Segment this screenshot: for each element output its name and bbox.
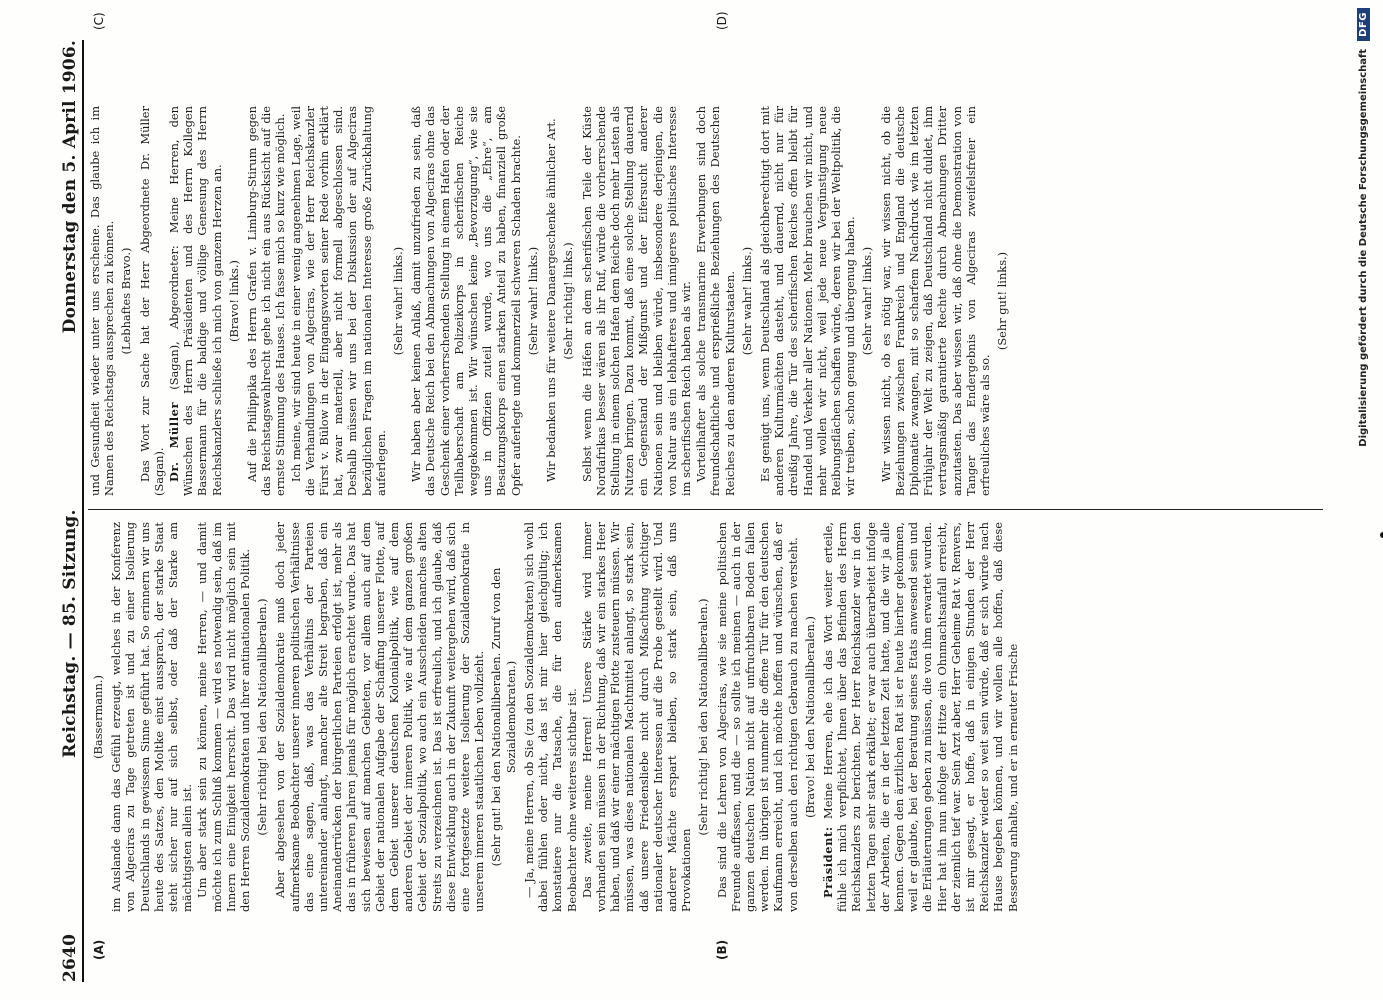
reaction-note: (Lebhaftes Bravo.): [119, 247, 134, 355]
speech-text: Meine Herren, ehe ich das Wort weiter erteile, fühle ich mich verpflichtet, Ihnen über das Befinden des Herrn Reichskanzlers zu berichten. Der Herr Reichskanzler war in den letzten Tagen sehr stark erkältet; er war auch überarbeitet infolge der Arbeiten, die er in der letzten Zeit hatte, und die wir ja alle kennen. Gegen den ärztlichen Rat ist er heute hierher gekommen, weil er glaubte, bei der Beratung seines Etats anwesend sein und die Erläuterungen geben zu müssen, die von ihm erwartet wurden. Hier hat ihn nun infolge der Hitze ein Ohnmachtsanfall erreicht, der ziemlich tief war. Sein Arzt aber, Herr Geheime Rat v. Renvers, ist mir gesagt, er hoffe, daß in einigen Stunden der Herr Reichskanzler wieder so weit sein würde, daß er sich würde nach Hause begeben können, und wir wollen alle hoffen, daß diese Besserung anhalte, und er in erneuter Frische: [820, 522, 1020, 912]
body-paragraph: Es genügt uns, wenn Deutschland als gleichberechtigt dort mit anderen Kulturmächten dasteht, und dauernd, nicht nur für dreißig Jahre, die Tür des scherifischen Reiches offen bleibt für Handel und Verkehr aller Nationen. Mehr brauchen wir nicht, und mehr wollen wir nicht, weil jede neue Vergünstigung neue Reibungsflächen schaffen würde, deren wir bei der Weltpolitik, die wir treiben, schon genug und übergenug haben.: [757, 106, 858, 496]
watermark-text: Digitalisierung gefördert durch die Deutsche Forschungsgemeinschaft: [1357, 48, 1369, 447]
body-paragraph: Ich meine, wir sind heute in einer wenig angenehmen Lage, weil die Verhandlungen von Algeciras, wie der Herr Reichskanzler Fürst v. Bülow in der Eingangsworten seiner Rede vorhin erklärt hat, zwar materiell, aber nicht formell abgeschlossen sind. Deshalb müssen wir uns bei der Diskussion der auf Algeciras bezüglichen Fragen im nationalen Interesse große Zurückhaltung auferlegen.: [288, 106, 388, 496]
body-paragraph: Das Wort zur Sache hat der Herr Abgeordnete Dr. Müller (Sagan).: [137, 106, 166, 496]
reaction-note: (Sehr wahr! links.): [525, 246, 540, 356]
body-paragraph: Wir wissen nicht, ob es nötig war, wir wissen nicht, ob die Beziehungen zwischen Frankreich und England die deutsche Diplomatie zwangen, mit so scharfem Nachdruck wie im letzten Frühjahr der Welt zu zeigen, daß Deutschland nicht duldet, ihm vertragsmäßig garantierte Rechte durch Abmachungen Dritter anzutasten. Das aber wissen wir, daß ohne die Demonstration von Tanger das Endergebnis von Algeciras zweifelsfreier ein erfreuliches wäre als so.: [878, 106, 992, 496]
speaker-name: Dr. Müller: [167, 401, 182, 482]
reaction-note: (Sehr richtig! bei den Nationalliberalen.): [696, 598, 711, 836]
reaction-note: (Sehr gut! bei den Nationalliberalen. Zuruf von den Sozialdemokraten.): [489, 567, 518, 867]
body-paragraph: Auf die Philippika des Herrn Grafen v. Limburg-Stirum gegen das Reichstagswahlrecht gehe ich nicht ein aus Rücksicht auf die ernste Stimmung des Hauses. Ich fasse mich so kurz wie möglich.: [245, 106, 288, 496]
body-paragraph: im Auslande dann das Gefühl erzeugt, welches in der Konferenz von Algeciras zu Tage getreten ist und zu einer Isolierung Deutschlands in gewissem Sinne geführt hat. So erinnern wir uns heute des Satzes, den Moltke einst aussprach, der starke Staat steht sicher nur auf sich selbst, oder daß der Starke am mächtigsten allein ist.: [109, 522, 195, 912]
body-paragraph: — Ja, meine Herren, ob Sie (zu den Sozialdemokraten) sich wohl dabei fühlen oder nicht, das ist mir hier gleichgültig; ich konstatiere nur die Tatsache, die für den aufmerksamen Beobachter ohne weiteres sichtbar ist.: [521, 522, 579, 912]
body-paragraph: Das zweite, meine Herren! Unsere Stärke wird immer vorhanden sein müssen in der Richtung, daß wir ein starkes Heer haben, und daß wir einer mächtigen Flotte zusteuern müssen. Wir müssen, was diese nationalen Machtmittel anlangt, so stark sein, daß unsere Friedensliebe nicht durch Mißachtung wichtiger nationaler deutscher Interessen auf die Probe gestellt wird. Und anderer Mächte erspart bleiben, so stark sein, daß uns Provokationen: [579, 522, 694, 912]
body-paragraph: und Gesundheit wieder unter uns erscheine. Das glaube ich im Namen des Reichstags aussprechen zu können.: [88, 106, 117, 496]
reaction-note: (Bassermann.): [91, 675, 105, 759]
page-title: Reichstag. — 85. Sitzung.: [60, 509, 80, 758]
dfg-logo: DFG: [1357, 8, 1370, 41]
body-paragraph: Selbst wenn die Häfen an dem scherifischen Teile der Küste Nordafrikas besser wären als ihr Ruf, würde die vorherrschende Stellung in einem solchen Hafen dem Reiche doch mehr Lasten als Nutzen bringen. Dazu kommt, daß eine solche Stellung dauernd ein Gegenstand der Mißgunst und der Eifersucht anderer Nationen sein und bleiben würde, insbesondere derjenigen, die von Natur aus ein lebhafteres und innigeres politisches Interesse im scherifischen Reich haben als wir.: [579, 106, 693, 496]
body-paragraph: Wir haben aber keinen Anlaß, damit unzufrieden zu sein, daß das Deutsche Reich bei den Abmachungen von Algeciras ohne das Geschenk einer vorherrschenden Stellung in einem Hafen oder der Teilhaberschaft am Polizeikorps in scherifischen Reiche weggekommen ist. Wir wünschen keine „Bevorzugung“, wie sie uns in Offizien zuteil wurde, wo uns die „Ehre“, am Besatzungskorps einen starken Anteil zu haben, finanziell große Opfer auferlegte und kommerziell schweren Schaden brachte.: [409, 106, 523, 496]
reaction-note: (Bravo! links.): [226, 260, 241, 342]
body-paragraph: Um aber stark sein zu können, meine Herren, — und damit möchte ich zum Schluß kommen — wird es notwendig sein, daß im Innern eine Einigkeit herrscht. Das wird nicht möglich sein mit den Herren Sozialdemokraten und ihrer antinationalen Politik.: [195, 522, 253, 912]
page-header: [52, 40, 80, 982]
speech-text: (Sagan), Abgeordneter: Meine Herren, den Wünschen des Herrn Präsidenten und des Herrn Kollegen Bassermann für die baldige und völlige Genesung des Herrn Reichskanzlers schließe ich mich von ganzem Herzen an.: [167, 106, 224, 496]
column-divider: [88, 509, 1323, 510]
left-column: [88, 522, 1021, 912]
body-paragraph: Vorteilhafter als solche transmarine Erwerbungen sind doch freundschaftliche und ersprießliche Beziehungen des Deutschen Reiches zu den anderen Kulturstaaten.: [694, 106, 737, 496]
margin-marker-d: (D): [715, 11, 729, 30]
speaker-name: Präsident:: [820, 826, 835, 898]
page-number: 2640: [60, 933, 80, 982]
reaction-note: (Bravo! bei den Nationalliberalen.): [802, 616, 817, 818]
body-paragraph: Wir bedanken uns für weitere Danaergeschenke ähnlicher Art.: [544, 118, 559, 482]
reaction-note: (Sehr richtig! links.): [561, 242, 576, 360]
header-rule: [82, 40, 84, 982]
reaction-note: (Sehr richtig! bei den Nationalliberalen.): [255, 598, 270, 836]
body-paragraph: Das sind die Lehren von Algeciras, wie sie meine politischen Freunde auffassen, und die — so sollte ich meinen — auch in der ganzen deutschen Nation nicht auf unfruchtbaren Boden fallen werden. Im übrigen ist nunmehr die offene Tür für den deutschen Kaufmann erreicht, und ich möchte hoffen und wünschen, daß er von derselben auch den richtigen Gebrauch zu machen versteht.: [714, 522, 800, 912]
margin-marker-b: (B): [715, 939, 729, 960]
reaction-note: (Sehr wahr! links.): [739, 246, 754, 356]
speaker-paragraph: [167, 106, 224, 496]
session-date: Donnerstag den 5. April 1906.: [60, 40, 80, 334]
speaker-paragraph: [821, 522, 1020, 912]
margin-marker-c: (C): [92, 12, 106, 30]
right-column: [88, 106, 1013, 496]
body-paragraph: Aber abgesehen von der Sozialdemokratie muß doch jeder aufmerksame Beobachter unserer inneren politischen Verhältnisse das eine sagen, daß, was das Verhältnis der Parteien untereinander anlangt, mancher alte Streit begraben, daß ein Aneinanderrücken der bürgerlichen Parteien erfolgt ist, mehr als das in früheren Jahren jemals für möglich erachtet wurde. Das hat sich bewiesen auf manchen Gebieten, vor allem auch auf dem Gebiet der nationalen Aufgabe der Schaffung unserer Flotte, auf dem Gebiet unserer deutschen Kolonialpolitik, wie auf dem anderen Gebiet der inneren Politik, wie auf dem ganzen großen Gebiet der Sozialpolitik, wo auch ein Ausscheiden manches alten Streits zu verzeichnen ist. Das ist erfreulich, und ich glaube, daß diese Entwicklung auch in der Zukunft weitergehen wird, daß sich eine fortgesetzte weitere Isolierung der Sozialdemokratie in unserem inneren staatlichen Leben vollzieht.: [273, 522, 487, 912]
reaction-note: (Sehr wahr! links.): [391, 246, 406, 356]
reaction-note: (Sehr gut! links.): [995, 251, 1010, 351]
digitization-watermark: [1352, 8, 1376, 968]
reaction-note: (Sehr wahr! links.): [860, 246, 875, 356]
margin-marker-a: (A): [92, 939, 106, 960]
